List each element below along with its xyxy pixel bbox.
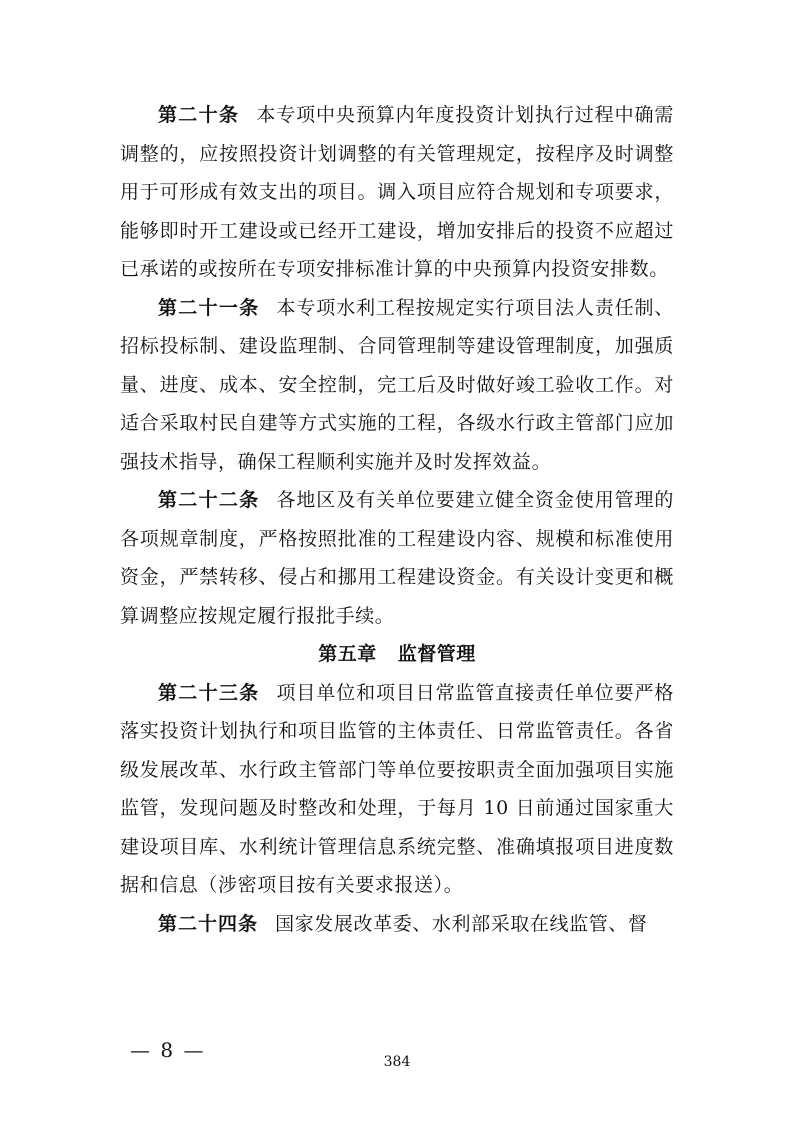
chapter-heading: [120, 635, 674, 674]
chapter-title: 监督管理: [397, 643, 476, 665]
article-text: 本专项水利工程按规定实行项目法人责任制、招标投标制、建设监理制、合同管理制等建设管理制度，加强质量、进度、成本、安全控制，完工后及时做好竣工验收工作。对适合采取村民自建等方式实施的工程，各级水行政主管部门应加强技术指导，确保工程顺利实施并及时发挥效益。: [120, 296, 674, 473]
article-paragraph: [120, 674, 674, 905]
article-text: 国家发展改革委、水利部采取在线监管、督: [275, 912, 648, 935]
article-paragraph: [120, 905, 674, 944]
article-text: 各地区及有关单位要建立健全资金使用管理的各项规章制度，严格按照批准的工程建设内容、规模和标准使用资金，严禁转移、侵占和挪用工程建设资金。有关设计变更和概算调整应按规定履行报批手续。: [120, 489, 674, 627]
article-heading: 第二十条: [158, 104, 240, 126]
article-heading: 第二十二条: [158, 489, 260, 511]
chapter-number: 第五章: [318, 643, 377, 665]
document-body: [120, 96, 674, 943]
article-paragraph: [120, 96, 674, 289]
article-heading: 第二十一条: [158, 296, 260, 319]
article-heading: 第二十四条: [158, 912, 259, 935]
article-text: 本专项中央预算内年度投资计划执行过程中确需调整的，应按照投资计划调整的有关管理规定，按程序及时调整用于可形成有效支出的项目。调入项目应符合规划和专项要求，能够即时开工建设或已经开工建设，增加安排后的投资不应超过已承诺的或按所在专项安排标准计算的中央预算内投资安排数。: [120, 104, 674, 280]
article-paragraph: [120, 481, 674, 635]
footer-page-number: 384: [383, 1054, 411, 1070]
page-number: — 8 —: [130, 1038, 206, 1062]
article-paragraph: [120, 289, 674, 482]
article-text: 项目单位和项目日常监管直接责任单位要严格落实投资计划执行和项目监管的主体责任、日常监管责任。各省级发展改革、水行政主管部门等单位要按职责全面加强项目实施监管，发现问题及时整改和处理，于每月 10 日前通过国家重大建设项目库、水利统计管理信息系统完整、准确填报项目进度数据和信息（涉密项目按有关要求报送）。: [120, 681, 674, 896]
article-heading: 第二十三条: [158, 681, 260, 704]
